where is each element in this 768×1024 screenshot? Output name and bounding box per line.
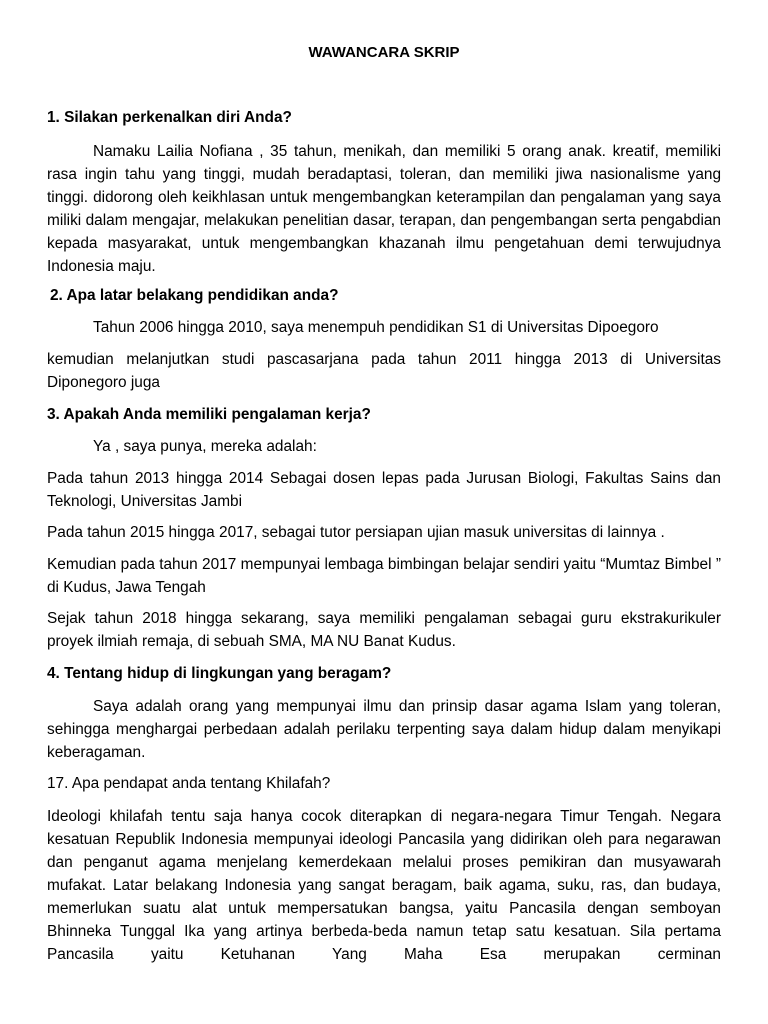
answer-3-paragraph-1: Ya , saya punya, mereka adalah: bbox=[93, 438, 317, 455]
document-title: WAWANCARA SKRIP bbox=[308, 44, 460, 61]
answer-17: Ideologi khilafah tentu saja hanya cocok diterapkan di negara-negara Timur Tengah. Negara kesatuan Republik Indonesia mempunyai ideologi Pancasila yang didirikan oleh para negarawan dan penganut agama menjelang kemerdekaan melalui proses pemikiran dan musyawarah mufakat. Latar belakang Indonesia yang sangat beragam, baik agama, suku, ras, dan budaya, memerlukan suatu alat untuk mempersatukan bangsa, yaitu Pancasila dengan semboyan Bhinneka Tunggal Ika yang artinya berbeda-beda namun tetap satu kesatuan. Sila pertama Pancasila yaitu Ketuhanan Yang Maha Esa merupakan cerminan bbox=[47, 808, 721, 963]
answer-4: Saya adalah orang yang mempunyai ilmu dan prinsip dasar agama Islam yang toleran, sehingga menghargai perbedaan adalah perilaku terpenting saya dalam hidup dalam menyikapi keberagaman. bbox=[47, 698, 721, 761]
answer-3-paragraph-4: Kemudian pada tahun 2017 mempunyai lembaga bimbingan belajar sendiri yaitu “Mumtaz Bimbel ” di Kudus, Jawa Tengah bbox=[47, 556, 721, 596]
answer-2-paragraph-2: kemudian melanjutkan studi pascasarjana pada tahun 2011 hingga 2013 di Universitas Diponegoro juga bbox=[47, 351, 721, 391]
question-3: 3. Apakah Anda memiliki pengalaman kerja? bbox=[47, 406, 371, 423]
answer-2-paragraph-1: Tahun 2006 hingga 2010, saya menempuh pendidikan S1 di Universitas Dipoegoro bbox=[93, 319, 659, 336]
question-1: 1. Silakan perkenalkan diri Anda? bbox=[47, 109, 292, 126]
question-2: 2. Apa latar belakang pendidikan anda? bbox=[50, 287, 339, 304]
question-17: 17. Apa pendapat anda tentang Khilafah? bbox=[47, 775, 331, 792]
question-4: 4. Tentang hidup di lingkungan yang beragam? bbox=[47, 665, 392, 682]
answer-3-paragraph-3: Pada tahun 2015 hingga 2017, sebagai tutor persiapan ujian masuk universitas di lainnya . bbox=[47, 524, 665, 541]
answer-1: Namaku Lailia Nofiana , 35 tahun, menikah, dan memiliki 5 orang anak. kreatif, memiliki rasa ingin tahu yang tinggi, mudah beradaptasi, toleran, dan memiliki jiwa nasionalisme yang tinggi. didorong oleh keikhlasan untuk mengembangkan keterampilan dan pengalaman yang saya miliki dalam mengajar, melakukan penelitian dasar, terapan, dan pengembangan serta pengabdian kepada masyarakat, untuk mengembangkan khazanah ilmu pengetahuan demi terwujudnya Indonesia maju. bbox=[47, 143, 721, 275]
answer-3-paragraph-5: Sejak tahun 2018 hingga sekarang, saya memiliki pengalaman sebagai guru ekstrakurikuler proyek ilmiah remaja, di sebuah SMA, MA NU Banat Kudus. bbox=[47, 610, 721, 650]
answer-3-paragraph-2: Pada tahun 2013 hingga 2014 Sebagai dosen lepas pada Jurusan Biologi, Fakultas Sains dan Teknologi, Universitas Jambi bbox=[47, 470, 721, 510]
